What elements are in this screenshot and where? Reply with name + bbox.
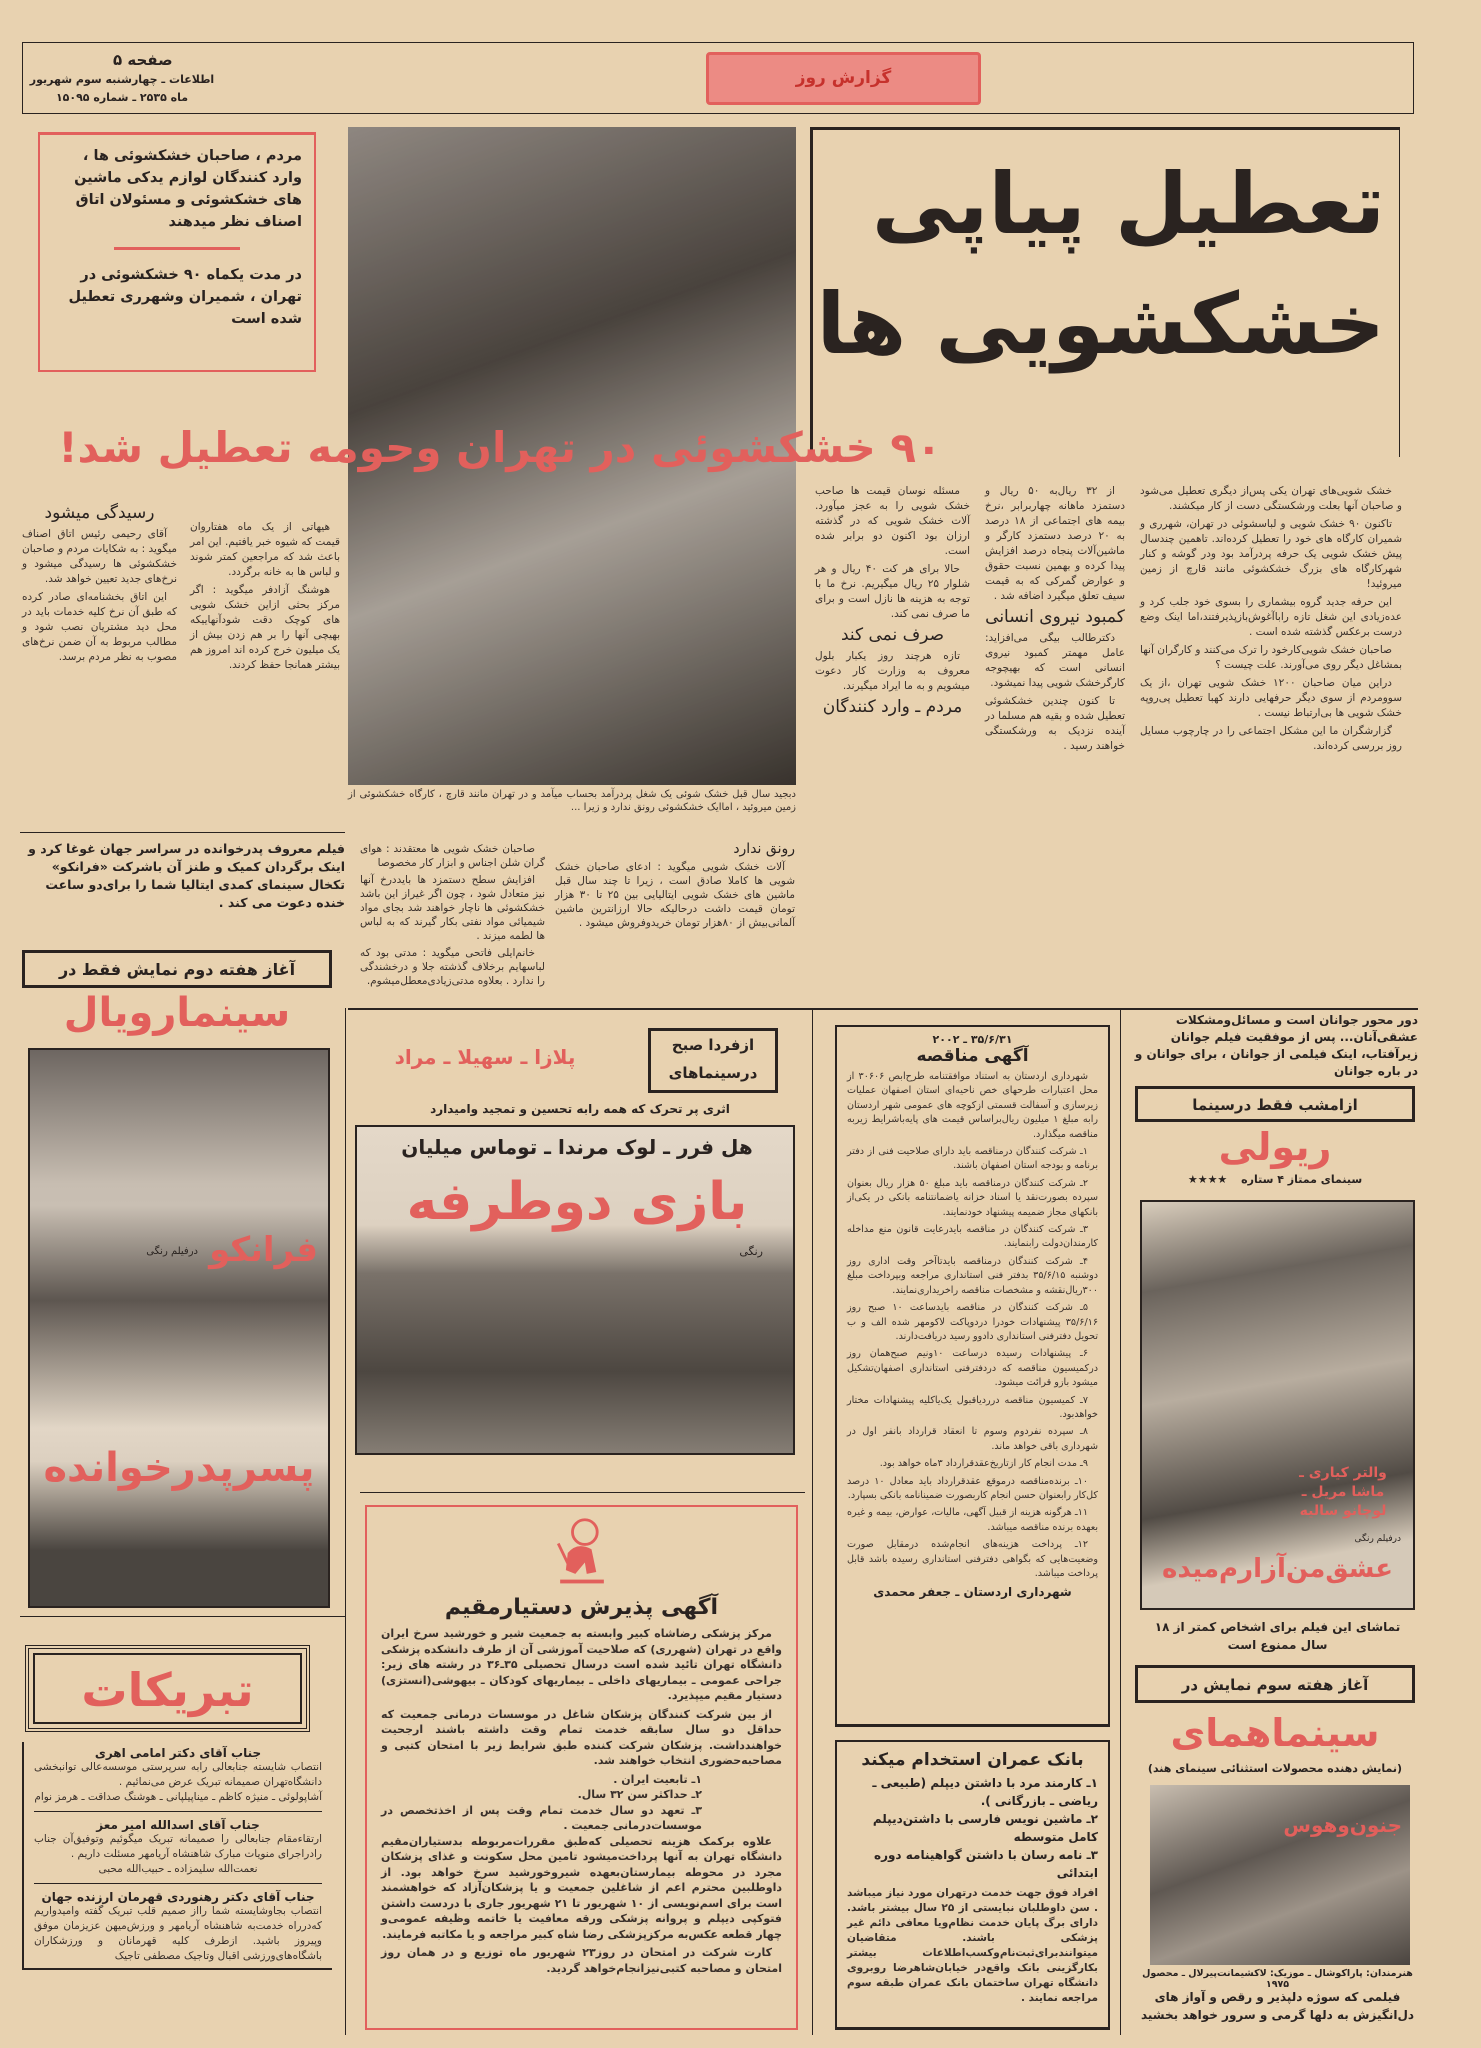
royal-intro: فیلم معروف پدرخوانده در سراسر جهان غوغا کرد و اینک برگردان کمیک و طنز آن باشرکت «فرانکو» تکخال سینمای کمدی ایتالیا شما را برای‌دو ساعت خنده دعوت می کند . (28, 841, 345, 910)
subhead: رسیدگی میشود (44, 503, 155, 523)
paragraph: هیهاتی از یک ماه هفتاروان قیمت که شیوه خبر یافتیم. این امر باعث شد که مراجعین کمتر شوند و لباس ها به خانه برگردد. (190, 521, 340, 578)
requirement-item: ۲ـ حداکثر سن ۳۲ سال. (577, 1788, 702, 1801)
congrats-entry (34, 1818, 322, 1884)
subhead: صرف نمی کند (840, 625, 945, 645)
paragraph: از ۳۲ ریال‌به ۵۰ ریال و دستمزد ماهانه چهاربرابر ،نرخ بیمه های اجتماعی از ۱۸ درصد به ۲۰ درصد دستمزد کارگر و ماشین‌آلات پنجاه درصد افزایش پیدا کرده و بهمین نسبت حقوق و عوارض گمرکی که به قیمت سیف تعلق میگیرد اضافه شد . (985, 485, 1126, 602)
congrats-title: تبریکات (33, 1653, 302, 1724)
rating-label: سینمای ممتاز ۴ ستاره (1241, 1173, 1363, 1186)
story-banner: ۹۰ خشکشوئی در تهران وحومه تعطیل شد! (58, 423, 942, 472)
film-star-name: فرانکو (209, 1230, 318, 1270)
homa-caption: فیلمی که سوژه دلپذیر و رقص و آواز های دل‌انگیزش به دلها گرمی و سرور خواهد بخشید (1140, 1990, 1415, 2022)
paragraph: این حرفه جدید گروه بیشماری را بسوی خود جلب کرد و عده‌زیادی این شغل تازه رابا‌آغوش‌باز‌پذیرفتند،اما اینک وضع درست برعکس گذشته شده است . (1140, 596, 1402, 638)
paragraph: گزارشگران ما این مشکل اجتماعی را در چارچوب مسایل روز بررسی کرده‌اند. (1140, 725, 1402, 752)
paragraph: آقای رحیمی رئیس اتاق اصناف میگوید : به شکایات مردم و صاحبان خشکشوئی ها رسیدگی میشود و نرخ‌های جدید تعیین خواهد شد. (22, 528, 177, 585)
rivoli-run-box: ازامشب فقط درسینما (1135, 1086, 1415, 1122)
cinema-rivoli-name: ریولی (1218, 1125, 1332, 1169)
film-title: پسرپدرخوانده (43, 1445, 315, 1491)
paragraph: ۳ـ شرکت کنندگان در مناقصه بایدرعایت قانون منع مداخله کارمندان‌دولت رابنمایند. (847, 1224, 1098, 1250)
requirement-item: ۳ـ تعهد دو سال خدمت تمام وقت پس از اخذتخصص در موسسات‌درمانی جمعیت . (381, 1803, 702, 1832)
bank-body: افراد فوق جهت خدمت درتهران مورد نیاز میباشد . سن داوطلبان نبایستی از ۲۵ سال بیشتر باشد. دارای برگ پایان خدمت نظام‌ویا معافی دائم غیر پزشکی باشند. متقاضیان میتوانندبرای‌ثبت‌نام‌وکسب‌اطلاعات بیشتر بکارگزینی بانک واقع‌در خیابان‌شاهرضا روبروی دانشگاه تهران ساختمان بانک عمران طبقه سوم مراجعه نمایند . (847, 1887, 1098, 2004)
plaza-date-box (648, 1028, 778, 1093)
paragraph: هوشنگ آزادفر میگوید : اگر مرکز بحثی ازاین خشک شویی های کوچک دقت شودآنهاییکه بهیچی آنها را بر هم زدن بیش از یک میلیون خرج کرده اند امروز هم بیشتر همانجا حفظ کردند. (190, 584, 340, 671)
resident-body (381, 1626, 782, 1976)
paragraph: ۹ـ مدت انجام کار ازتاریخ‌عقدقرارداد ۳ماه خواهد بود. (879, 1458, 1088, 1470)
bank-ad (835, 1740, 1110, 2030)
congrats-entry (34, 1746, 322, 1812)
paragraph: دکترطالب بیگی می‌افزاید: عامل مهمتر کمبود نیروی انسانی است که بهیچوجه کارگرخشک شویی پیدا نمیشود. (985, 632, 1125, 689)
paragraph: صاحبان خشک شویی ها معتقدند : هوای گران شلن اجناس و ابزار کار مخصوصا (360, 843, 545, 869)
paragraph: کارت شرکت در امتحان در روز۲۳ شهریور ماه توزیع و در همان روز امتحان و مصاحبه کتبی‌نیزانجام‌خواهد گردید. (381, 1946, 782, 1975)
rivoli-color-label: درفیلم رنگی (1354, 1534, 1401, 1544)
article-column-7 (22, 500, 177, 668)
paragraph: آلات خشک شویی میگوید : ادعای صاحبان خشک شویی ها کاملا صادق است ، زیرا تا چند سال قبل ماشین های خشک شویی ایتالیایی بین ۲۵ تا ۳۰ هزار تومان قیمت داشت درحالیکه حالا ارزانترین ماشین آلمانی‌بیش از ۸۰هزار تومان خریدوفروش میشود . (555, 861, 796, 929)
headline-line-2: خشکشویی ها (816, 275, 1385, 373)
headline-line-1: تعطیل پیاپی (871, 155, 1385, 253)
divider (360, 1492, 805, 1493)
lion-and-sun-icon (547, 1515, 617, 1591)
tender-reference: ۳۵/۶/۳۱ ـ ۲۰۰۲ (932, 1033, 1013, 1046)
page-number: صفحه ۵ (113, 51, 173, 69)
congrats-header (25, 1645, 310, 1732)
paragraph: از بین شرکت کنندگان پزشکان شاغل در موسسات درمانی جمعیت که حداقل دو سال سابقه خدمت تمام وقت داشته باشند ارجحیت خواهندداشت. پزشکان شرکت کننده طبق شرایط زیر با امتحان کتبی و مصاحبه‌حضوری انتخاب خواهند شد. (381, 1707, 782, 1767)
issue-line: ماه ۲۵۳۵ ـ شماره ۱۵۰۹۵ (55, 91, 189, 104)
tender-body (847, 1070, 1098, 1581)
subhead: مردم ـ وارد کنندگان (822, 697, 963, 717)
paragraph: افزایش سطح دستمزد ها باید‌درخ آنها نیز متعادل شود ، چون اگر غیراز این باشد خشکشوئی ها ناچار خواهند شد بجای مواد شیمیائی مواد نفتی بکار گیرند که به لباس ها لطمه میزند . (360, 874, 545, 942)
page-header (22, 42, 1414, 114)
tender-signature: شهرداری اردستان ـ جعفر محمدی (873, 1585, 1072, 1600)
homa-film-title: جنون‌وهوس (1283, 1813, 1402, 1837)
congrats-text: انتصاب بجاوشایسته شما رااز صمیم قلب تبریک گفته وامیدواریم که‌درراه خدمت‌به شاهنشاه آریامهر و ورزش‌میهن عزیزمان موفق وپیروز باشید. ازطرف کلیه قهرمانان و ورزشکاران باشگاه‌های‌ورزشی اقبال وتاجیک مصطفی تاجیک (34, 1905, 322, 1962)
paragraph: ۷ـ کمیسیون مناقصه دررد‌یاقبول یک‌یاکلیه پیشنهادات مختار خواهدبود. (847, 1394, 1098, 1420)
rivoli-film-title: عشق‌من‌آزارم‌میده (1161, 1554, 1394, 1584)
age-restriction-note: تماشای این فیلم برای اشخاص کمتر از ۱۸ سال ممنوع است (1154, 1620, 1401, 1652)
divider (20, 832, 345, 833)
cinema-royal-name: سینمارویال (63, 990, 291, 1036)
article-column-5 (360, 842, 545, 991)
column-rule (812, 1008, 813, 2035)
homa-poster (1150, 1785, 1410, 1965)
subhead: کمبود نیروی انسانی (985, 607, 1125, 627)
article-column-2 (985, 484, 1125, 757)
plaza-date-line: ازفردا صبح (671, 1036, 755, 1054)
job-item: ۲ـ ماشین نویس فارسی با داشتن‌دیپلم کامل متوسطه (872, 1812, 1098, 1844)
congrats-list (22, 1742, 332, 1970)
lion-sun-emblem (547, 1515, 617, 1591)
article-column-3 (815, 484, 970, 721)
congrats-text: ارتقاءمقام جنابعالی را صمیمانه تبریک میگوئیم وتوفیق‌آن جناب رادراجرای منویات مبارک شاهنشاه آریامهر مسئلت داریم . (34, 1833, 322, 1860)
date-line: اطلاعات ـ چهارشنبه سوم شهریور (29, 73, 215, 86)
summary-divider (114, 247, 240, 250)
congrats-name: جناب آقای دکتر امامی اهری (94, 1746, 262, 1760)
article-column-6 (190, 520, 340, 676)
plaza-cinemas: پلازا ـ سهیلا ـ مراد (394, 1045, 576, 1069)
paragraph: ۱۱ـ هرگونه هزینه از قبیل آگهی، مالیات، عوارض، بیمه و غیره بعهده برنده مناقصه میباشد. (847, 1507, 1098, 1533)
paragraph: تا کنون چندین خشکشوئی تعطیل شده و بقیه هم مسلما در آینده نزدیک به ورشکستگی خواهند رسید . (985, 695, 1125, 752)
homa-credits: هنرمندان: پاراکوشال ـ موزیک: لاکشیمانت‌پیرلال ـ محصول ۱۹۷۵ (1142, 1968, 1413, 1990)
paragraph: ۱۰ـ برنده‌مناقصه درموقع عقدقرارداد باید معادل ۱۰ درصد کل‌کار رابعنوان حسن انجام کاربصورت ضمینانامه بانکی بسپارد. (847, 1475, 1098, 1501)
rivoli-actors: والتر کیاری ـ ماشا مریل ـ لوچانو سالیه (1299, 1465, 1387, 1519)
rivoli-intro: دور محور جوانان است و مسائل‌ومشکلات عشقی‌آنان... پس از موفقیت فیلم جوانان زیرآفتاب، اینک فیلمی از جوانان ، برای جوانان و در باره جوانان (1134, 1013, 1418, 1078)
rivoli-poster (1140, 1200, 1415, 1610)
paragraph: تازه هرچند روز یکبار بلول معروف به وزارت کار دعوت میشویم و به ما ایراد میگیرند. (815, 650, 970, 692)
job-item: ۱ـ کارمند مرد با داشتن دیپلم (طبیعی ـ ریاضی ـ بازرگانی ). (872, 1776, 1098, 1808)
paragraph: ۴ـ شرکت کنندگان درمناقصه بایدتاآخر وقت اداری روز دوشنبه ۳۵/۶/۱۵ بدفتر فنی استانداری مراجعه وبپرداخت مبلغ ۳۰۰ریال‌نقشه و مشخصات مناقصه راخریداری‌نمایند. (847, 1255, 1098, 1296)
plaza-poster (355, 1125, 795, 1455)
plaza-film-title: بازی دوطرفه (406, 1172, 748, 1232)
article-column-4 (555, 842, 795, 933)
paragraph: ۱ـ شرکت کنندگان درمناقصه باید دارای صلاحیت فنی از دفتر برنامه و بودجه استان اصفهان باشند. (847, 1146, 1098, 1172)
plaza-cinemas-label: درسینماهای (668, 1064, 758, 1082)
homa-run-box: آغاز هفته سوم نمایش در (1135, 1665, 1415, 1703)
paragraph: تاکنون ۹۰ خشک شویی و لباسشوئی در تهران، شهرری و شمیران کارگاه های خود را تعطیل کرده‌اند. تاهمین چندسال پیش خشک شویی یک حرفه پردرآمد بود ودر گوشه و کنار شهرکارگاه های بزرگ خشکشوئی مانند قارچ از زمین میروئید! (1140, 518, 1402, 590)
paragraph: ۵ـ شرکت کنندگان در مناقصه بایدساعت ۱۰ صبح روز ۳۵/۶/۱۶ پیشنهادات خودرا دردوپاکت لاکومهر شده الف و ب تحویل دفترفنی استانداری دادوو رسید دریافت‌دارند. (847, 1302, 1098, 1342)
congrats-name: جناب آقای اسدالله امیر معز (96, 1818, 260, 1832)
plaza-actors: هل فرر ـ لوک مرندا ـ توماس میلیان (401, 1135, 753, 1159)
congrats-entry (34, 1890, 322, 1964)
paragraph: مرکز پزشکی رضاشاه کبیر وابسته به جمعیت شیر و خورشید سرخ ایران واقع در تهران (شهرری) که صلاحیت آموزشی آن از طرف دانشکده پزشکی دانشگاه تهران تائید شده است درسال تحصیلی ۳۵ـ۳۶ در رشته های زیر: جراحی عمومی ـ بیماریهای داخلی ـ بیماریهای کودکان ـ بیهوشی(انستزی) دستیار مقیم میپذیرد. (381, 1627, 783, 1702)
star-rating-icon: ★★★★ (1187, 1173, 1228, 1186)
story-headline (810, 127, 1400, 457)
color-film-label: درفیلم رنگی (146, 1246, 198, 1257)
homa-subtitle: (نمایش دهنده محصولات استثنائی سینمای هند) (1147, 1762, 1403, 1775)
paragraph: شهرداری اردستان به استناد موافقتنامه طرح‌ابص ۳۰۶۰۶ از محل اعتبارات طرحهای خص ناحیه‌ای استان اصفهان عملیات زیرسازی و آسفالت قسمتی ازکوچه های عمومی شهر اردستان رابه مبلغ ۱ میلیون ریال‌براساس قیمت های پایه‌باشرایط زیربه مناقصه میگذارد. (847, 1071, 1099, 1140)
bank-title: بانک عمران استخدام میکند (861, 1750, 1084, 1770)
plaza-color-label: رنگی (739, 1245, 763, 1258)
divider (20, 1616, 345, 1617)
paragraph: ۲ـ شرکت کنندگان درمناقصه باید مبلغ ۵۰ هزار ریال بعنوان سپرده بصورت‌نقد یا اسناد خزانه یاضمانتنامه بانکی در یکی‌از بانکهای مجاز ضمیمه پیشنهاد خودنمایند. (847, 1177, 1098, 1218)
royal-poster (28, 1048, 330, 1608)
royal-run-box: آغاز هفته دوم نمایش فقط در (22, 950, 332, 988)
congrats-sign: نعمت‌الله سلیمزاده ـ حبیب‌الله محبی (98, 1863, 258, 1875)
paragraph: این اتاق بخشنامه‌ای صادر کرده که طبق آن نرخ کلیه خدمات باید در محل دید مشتریان نصب شود و مطالب مربوط به آن ضمن نرخ‌های مصوب به نظر مردم برسد. (22, 591, 177, 663)
plaza-tagline: اثری پر تحرک که همه رابه تحسین و تمجید وامیدارد (430, 1102, 730, 1116)
congrats-name: جناب آقای دکتر رهنوردی قهرمان ارزنده جهان (41, 1890, 315, 1904)
congrats-sign: آشاپولوئی ـ منیژه کاظم ـ میناپیلپانی ـ هوشنگ صداقت ـ هرمز نوام (34, 1791, 322, 1803)
paragraph: ۸ـ سپرده نفردوم وسوم تا انعقاد قرارداد بانفر اول در شهرداری باقی خواهد ماند. (847, 1426, 1098, 1452)
requirement-item: ۱ـ تابعیت ایران . (613, 1772, 702, 1786)
paragraph: حالا برای هر کت ۴۰ ریال و هر شلوار ۲۵ ریال میگیریم. نرخ ما با توجه به هزینه ها نازل است و برای ما صرف نمی کند. (815, 563, 970, 620)
job-item: ۳ـ نامه رسان با داشتن گواهینامه دوره ابتدائی (873, 1848, 1098, 1880)
paragraph: مسئله نوسان قیمت ها صاحب خشک شویی را به عجز میآورد. آلات خشک شویی که در گذشته ارزان بود اکنون دو برابر شده است. (815, 485, 970, 557)
summary-text-2: در مدت یکماه ۹۰ خشکشوئی در تهران ، شمیران وشهرری تعطیل شده است (68, 267, 302, 327)
column-rule (1120, 1008, 1121, 2035)
rivoli-rating (1135, 1172, 1415, 1188)
paragraph: خانم‌ایلی فاتحی میگوید : مدتی بود که لباسهایم برخلاف گذشته جلا و درخشندگی را ندارد . بعلاوه مدتی‌زیادی‌معطل‌میشوم. (360, 947, 545, 987)
paragraph: خشک شویی‌های تهران یکی پس‌از دیگری تعطیل می‌شود و صاحبان آنها بعلت ورشکستگی دست از کار میکشند. (1140, 485, 1402, 512)
congrats-text: انتصاب شایسته جنابعالی رابه سرپرستی موسسه‌عالی توانبخشی دانشگاه‌تهران صمیمانه تبریک عرض می‌نمائیم . (34, 1761, 322, 1788)
divider (348, 1008, 1418, 1010)
tender-title: آگهی مناقصه (916, 1046, 1029, 1066)
cinema-homa-name: سینماهمای (1170, 1711, 1380, 1755)
photo-caption: دبجید سال قبل خشک شوئی یک شغل پردرآمد بحساب میآمد و در تهران مانند قارچ ، کارگاه خشکشوئی از زمین میروئید ، اماایک خشکشوئی رونق ندارد و زیرا ... (348, 789, 796, 813)
paragraph: ۶ـ پیشنهادات رسیده درساعت ۱۰ونیم صبح‌همان روز درکمیسیون مناقصه که دردفترفنی استانداری اصفهان‌تشکیل میشود بازو قرائت میشود. (847, 1348, 1098, 1389)
column-rule (345, 1008, 346, 2035)
paragraph: علاوه برکمک هزینه تحصیلی که‌طبق مقررات‌مربوطه بدستیاران‌مقیم دانشگاه تهران به آنها پرداخت‌میشود تامین محل سکونت و غذای پزشکان مجرد در محوطه بیمارستان‌بعهده شیروخورشید سرخ خواهد بود. از داوطلبین محترم اعم از شاغلین جمعیت و یا پزشکان‌آزاد که خواهشمند است برای اسم‌نویسی از ۱۰ شهریور تا ۲۱ شهریور جاری با دردست داشتن فتوکپی دیپلم و پروانه پزشکی ورقه معافیت یا خاتمه وظیفه عمومی‌و چهار قطعه عکس‌به مرکزپزشکی رضا شاه کبیر مراجعه و یا مکاتبه فرمایند. (381, 1834, 782, 1941)
summary-text-1: مردم ، صاحبان خشکشوئی ها ، وارد کنندگان لوازم یدکی ماشین های خشکشوئی و مسئولان اتاق اصناف نظر میدهند (74, 148, 302, 230)
subhead-no-business: رونق ندارد (733, 841, 795, 857)
summary-box (38, 132, 316, 372)
paragraph: صاحبان خشک شویی‌کارخود را ترک می‌کنند و کارگران آنها بمشاغل دیگر روی می‌آورند. علت چیست ؟ (1140, 644, 1402, 671)
paragraph: ۱۲ـ پرداخت هزینه‌های انجام‌شده درمقابل صورت وضعیت‌هایی که بگواهی دفترفنی استانداری رسیده باشد قابل پرداخت میباشد. (847, 1539, 1098, 1579)
resident-title: آگهی پذیرش دستیارمقیم (444, 1595, 719, 1620)
resident-ad (365, 1505, 798, 2030)
tender-ad (835, 1025, 1110, 1727)
article-column-1 (1140, 484, 1402, 757)
section-label: گزارش روز (706, 52, 981, 105)
paragraph: دراین میان صاحبان ۱۲۰۰ خشک شویی تهران ،از یک سوومردم از سوی دیگر حرفهایی دارند کهبا تعطیل پی‌روپه خشک شویی ها بی‌ارتباط نیست . (1140, 677, 1402, 719)
